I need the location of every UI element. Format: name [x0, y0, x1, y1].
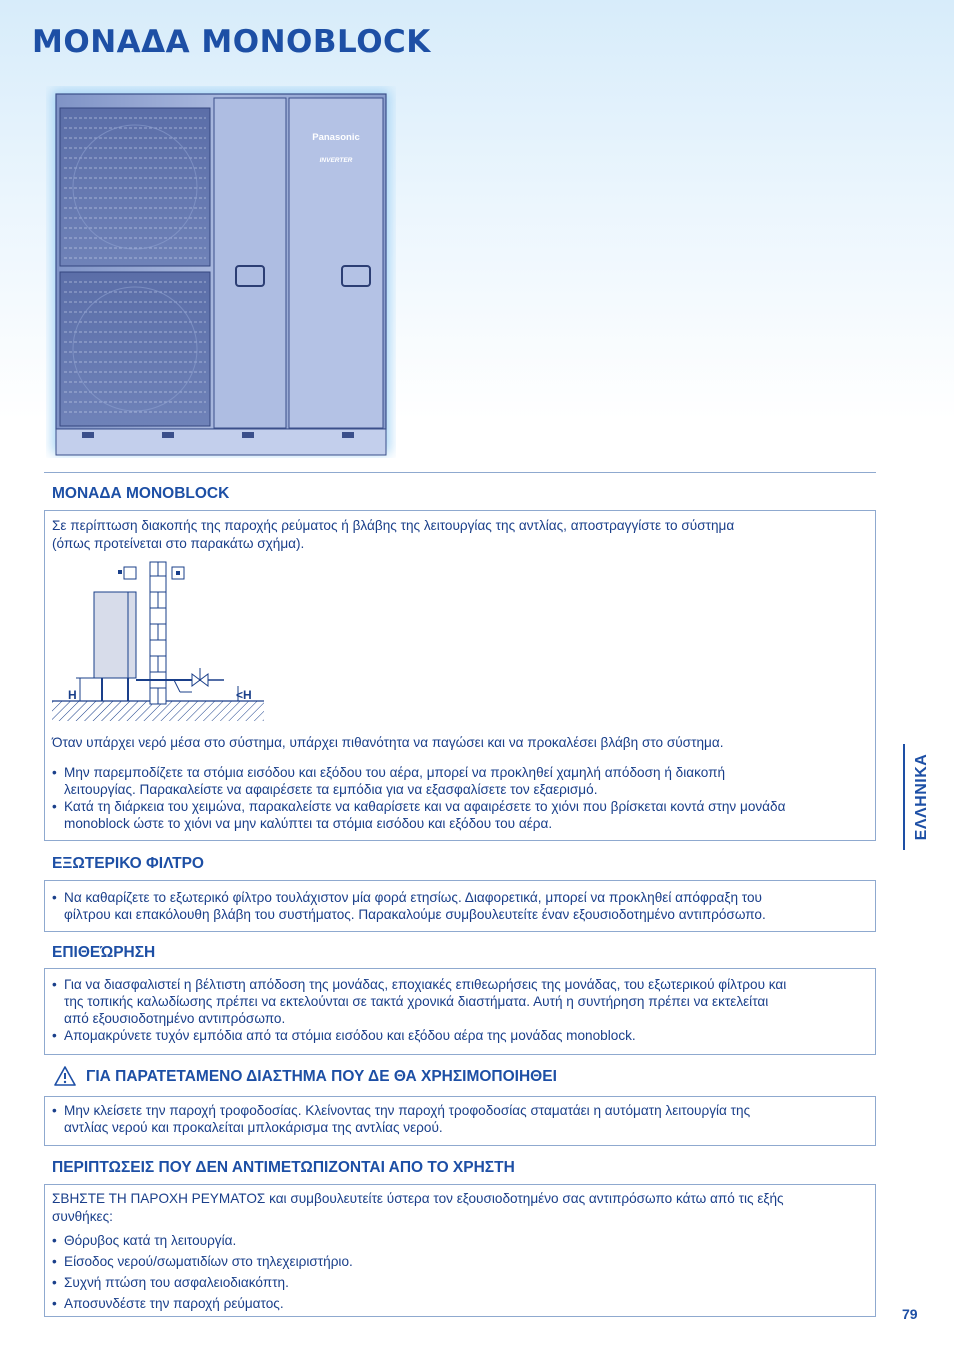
section5-intro-line2: συνθήκες: [52, 1209, 113, 1224]
section-title-inspection: ΕΠΙΘΕΏΡΗΣΗ [52, 944, 156, 961]
warning-icon [54, 1066, 76, 1086]
page-number: 79 [902, 1306, 918, 1322]
height-label-left: H [68, 688, 77, 702]
monoblock-unit-illustration [46, 86, 396, 458]
divider [44, 472, 876, 473]
section2-bullets [50, 889, 766, 923]
section-title-not-user-serviceable: ΠΕΡΙΠΤΩΣΕΙΣ ΠΟΥ ΔΕΝ ΑΝΤΙΜΕΤΩΠΙΖΟΝΤΑΙ ΑΠΟ ΤΟ ΧΡΗΣΤΗ [52, 1159, 515, 1176]
list-item: • Μην κλείσετε την παροχή τροφοδοσίας. Κλείνοντας την παροχή τροφοδοσίας σταματάει η αυτόματη λειτουργία της αντλίας νερού και προκαλείται μπλοκάρισμα της αντλίας νερού. [50, 1102, 750, 1136]
section1-note: Όταν υπάρχει νερό μέσα στο σύστημα, υπάρχει πιθανότητα να παγώσει και να προκαλέσει βλάβη στο σύστημα. [52, 735, 724, 750]
list-item: • Συχνή πτώση του ασφαλειοδιακόπτη. [50, 1272, 353, 1293]
brand-logo: Panasonic [312, 132, 360, 143]
drain-diagram [52, 558, 268, 722]
list-item: • Απομακρύνετε τυχόν εμπόδια από τα στόμια εισόδου και εξόδου αέρα της μονάδας monoblock. [50, 1027, 786, 1044]
section1-bullets [50, 764, 785, 832]
list-item: • Αποσυνδέστε την παροχή ρεύματος. [50, 1293, 353, 1314]
list-item: • Είσοδος νερού/σωματιδίων στο τηλεχειριστήριο. [50, 1251, 353, 1272]
section-title-external-filter: ΕΞΩΤΕΡΙΚΟ ΦΙΛΤΡΟ [52, 855, 204, 872]
list-item: • Θόρυβος κατά τη λειτουργία. [50, 1230, 353, 1251]
section5-bullets [50, 1230, 353, 1314]
list-item: • Να καθαρίζετε το εξωτερικό φίλτρο τουλάχιστον μία φορά ετησίως. Διαφορετικά, μπορεί να προκληθεί απόφραξη του φίλτρου και επακόλουθη βλάβη του συστήματος. Παρακαλούμε συμβουλευτείτε έναν εξουσιοδοτημένο αντιπρόσωπο. [50, 889, 766, 923]
list-item: • Κατά τη διάρκεια του χειμώνα, παρακαλείστε να καθαρίσετε και να αφαιρέσετε το χιόνι που βρίσκεται κοντά στην μονάδα monoblock ώστε το χιόνι να μην καλύπτει τα στόμια εισόδου και εξόδου του αέρα. [50, 798, 785, 832]
list-item: • Για να διασφαλιστεί η βέλτιστη απόδοση της μονάδας, εποχιακές επιθεωρήσεις της μονάδας, του εξωτερικού φίλτρου και της τοπικής καλωδίωσης πρέπει να εκτελούνται σε τακτά χρονικά διαστήματα. Αυτή η συντήρηση πρέπει να εκτελείται από εξουσιοδοτημένο αντιπρόσωπο. [50, 976, 786, 1027]
height-label-right: <H [236, 688, 252, 702]
page-title: ΜΟΝΑΔΑ MONOBLOCK [32, 24, 431, 60]
section1-intro-line1: Σε περίπτωση διακοπής της παροχής ρεύματος ή βλάβης της λειτουργίας της αντλίας, αποστραγγίστε το σύστημα [52, 518, 735, 533]
section3-bullets [50, 976, 786, 1044]
language-side-tab [903, 744, 939, 850]
section4-bullets [50, 1102, 750, 1136]
section-title-long-term-shutdown: ΓΙΑ ΠΑΡΑΤΕΤΑΜΕΝΟ ΔΙΑΣΤΗΜΑ ΠΟΥ ΔΕ ΘΑ ΧΡΗΣΙΜΟΠΟΙΗΘΕΙ [86, 1068, 557, 1085]
list-item: • Μην παρεμποδίζετε τα στόμια εισόδου και εξόδου του αέρα, μπορεί να προκληθεί χαμηλή απόδοση ή διακοπή λειτουργίας. Παρακαλείστε να αφαιρέσετε τα εμπόδια για να εξασφαλίσετε τον εξαερισμό. [50, 764, 785, 798]
section5-intro-line1: ΣΒΗΣΤΕ ΤΗ ΠΑΡΟΧΗ ΡΕΥΜΑΤΟΣ και συμβουλευτείτε ύστερα τον εξουσιοδοτημένο σας αντιπρόσωπο κάτω από τις εξής [52, 1191, 784, 1206]
inverter-logo: INVERTER [319, 157, 353, 164]
language-label: ΕΛΛΗΝΙΚΑ [913, 753, 930, 841]
section1-intro-line2: (όπως προτείνεται στο παρακάτω σχήμα). [52, 536, 305, 551]
section-title-monoblock: ΜΟΝΑΔΑ MONOBLOCK [52, 485, 230, 502]
